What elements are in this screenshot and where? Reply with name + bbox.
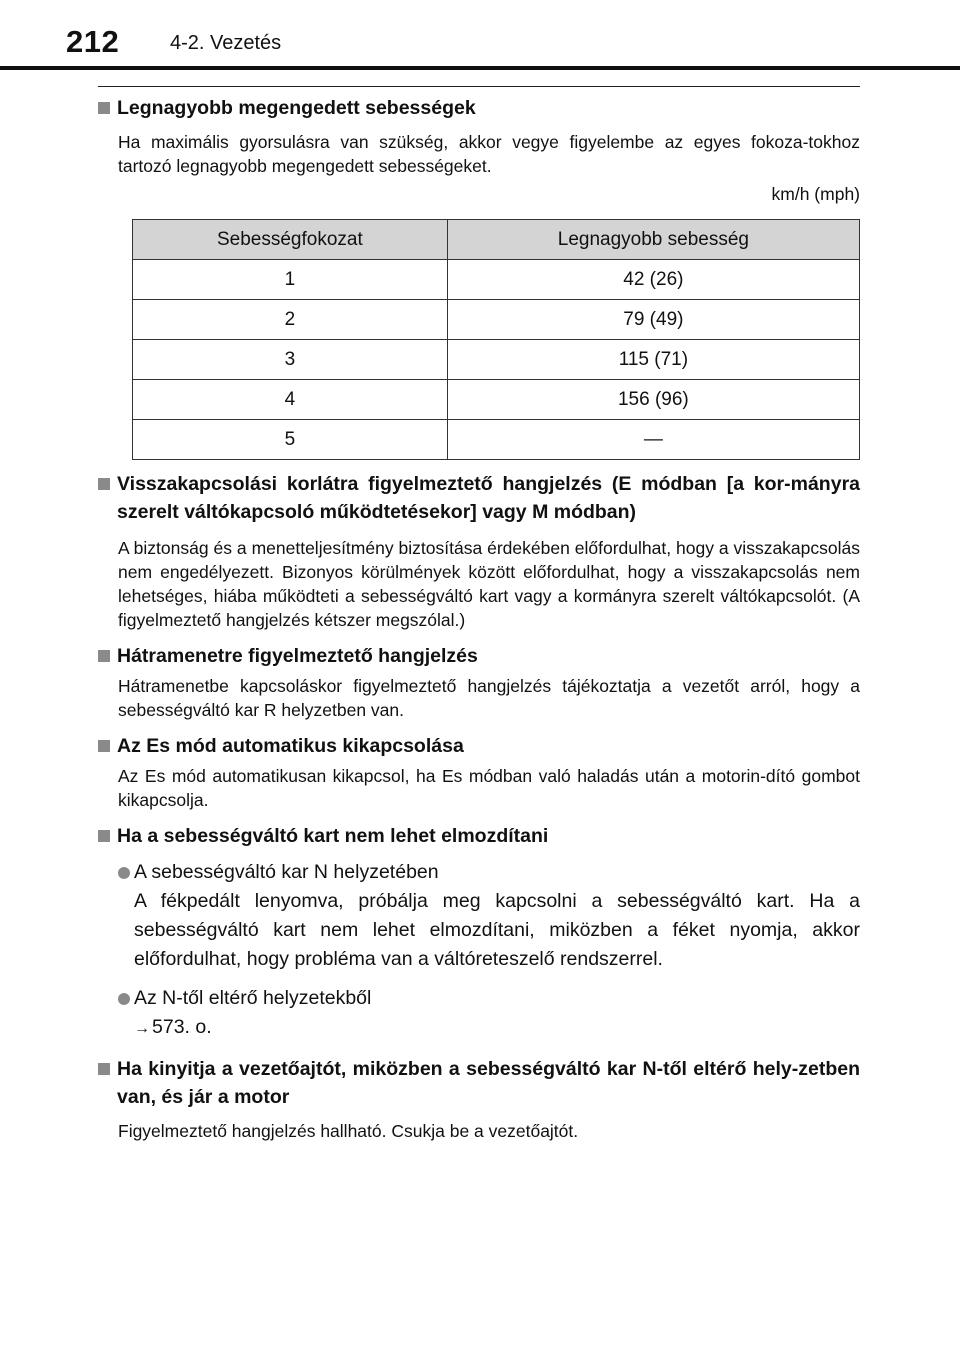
square-bullet-icon <box>98 1063 110 1075</box>
heading-text: Ha kinyitja a vezetőajtót, miközben a sebességváltó kar N-től eltérő hely-zetben van, és jár a motor <box>117 1058 860 1108</box>
heading-text: Hátramenetre figyelmeztető hangjelzés <box>117 645 478 667</box>
table-row <box>133 420 860 460</box>
table-cell: 1 <box>133 260 448 300</box>
heading-text: Legnagyobb megengedett sebességek <box>117 97 476 119</box>
table-cell: 115 (71) <box>447 340 859 380</box>
column-header: Sebességfokozat <box>133 220 448 260</box>
table-cell: 2 <box>133 300 448 340</box>
table-row <box>133 300 860 340</box>
table-unit-note: km/h (mph) <box>771 184 860 204</box>
header-divider <box>0 66 960 70</box>
round-bullet-icon <box>118 867 130 879</box>
list-item <box>118 858 860 974</box>
square-bullet-icon <box>98 650 110 662</box>
table-row <box>133 260 860 300</box>
section-heading <box>98 94 860 122</box>
page-reference[interactable] <box>134 1013 860 1043</box>
arrow-right-icon: → <box>134 1020 150 1037</box>
table-cell: 156 (96) <box>447 380 859 420</box>
table-row <box>133 380 860 420</box>
section-heading <box>98 732 860 760</box>
heading-text: Ha a sebességváltó kart nem lehet elmozdítani <box>117 825 549 847</box>
table-cell: 79 (49) <box>447 300 859 340</box>
heading-text: Az Es mód automatikus kikapcsolása <box>117 735 464 757</box>
speed-table <box>132 219 860 460</box>
list-item <box>118 984 860 1043</box>
section-heading <box>98 1055 860 1111</box>
table-header-row <box>133 220 860 260</box>
bullet-body: A fékpedált lenyomva, próbálja meg kapcsolni a sebességváltó kart. Ha a sebességváltó kart nem lehet elmozdítani, miközben a féket nyomja, akkor előfordulhat, hogy probléma van a váltóreteszelő rendszerrel. <box>134 890 860 970</box>
section-heading <box>98 470 860 526</box>
paragraph: A biztonság és a menetteljesítmény biztosítása érdekében előfordulhat, hogy a visszakapcsolás nem engedélyezett. Bizonyos körülmények között előfordulhat, hogy a visszakapcsolás nem lehetséges, hiába működteti a sebességváltó kart vagy a kormányra szerelt váltókapcsolót. (A figyelmeztető hangjelzés kétszer megszólal.) <box>118 538 860 630</box>
table-row <box>133 340 860 380</box>
column-header: Legnagyobb sebesség <box>447 220 859 260</box>
page-number: 212 <box>66 24 120 59</box>
table-cell: 3 <box>133 340 448 380</box>
table-cell: 5 <box>133 420 448 460</box>
paragraph: Figyelmeztető hangjelzés hallható. Csukja be a vezetőajtót. <box>118 1121 579 1141</box>
square-bullet-icon <box>98 740 110 752</box>
table-cell: 4 <box>133 380 448 420</box>
bullet-title: A sebességváltó kar N helyzetében <box>134 861 439 883</box>
heading-text: Visszakapcsolási korlátra figyelmeztető hangjelzés (E módban [a kor-mányra szerelt váltókapcsoló működtetésekor] vagy M módban) <box>117 473 860 523</box>
table-cell: — <box>447 420 859 460</box>
content-divider <box>98 86 860 87</box>
square-bullet-icon <box>98 102 110 114</box>
round-bullet-icon <box>118 993 130 1005</box>
section-heading <box>98 822 860 850</box>
page-content <box>98 94 860 1143</box>
paragraph: Hátramenetbe kapcsoláskor figyelmeztető hangjelzés tájékoztatja a vezetőt arról, hogy a sebességváltó kar R helyzetben van. <box>118 676 860 720</box>
section-title: 4-2. Vezetés <box>170 32 282 54</box>
bullet-title: Az N-től eltérő helyzetekből <box>134 987 372 1009</box>
table-cell: 42 (26) <box>447 260 859 300</box>
square-bullet-icon <box>98 830 110 842</box>
paragraph: Ha maximális gyorsulásra van szükség, akkor vegye figyelembe az egyes fokoza-tokhoz tartozó legnagyobb megengedett sebességeket. <box>118 132 860 176</box>
square-bullet-icon <box>98 478 110 490</box>
section-heading <box>98 642 860 670</box>
page-reference-text: 573. o. <box>152 1016 212 1038</box>
paragraph: Az Es mód automatikusan kikapcsol, ha Es módban való haladás után a motorin-dító gombot kikapcsolja. <box>118 766 860 810</box>
